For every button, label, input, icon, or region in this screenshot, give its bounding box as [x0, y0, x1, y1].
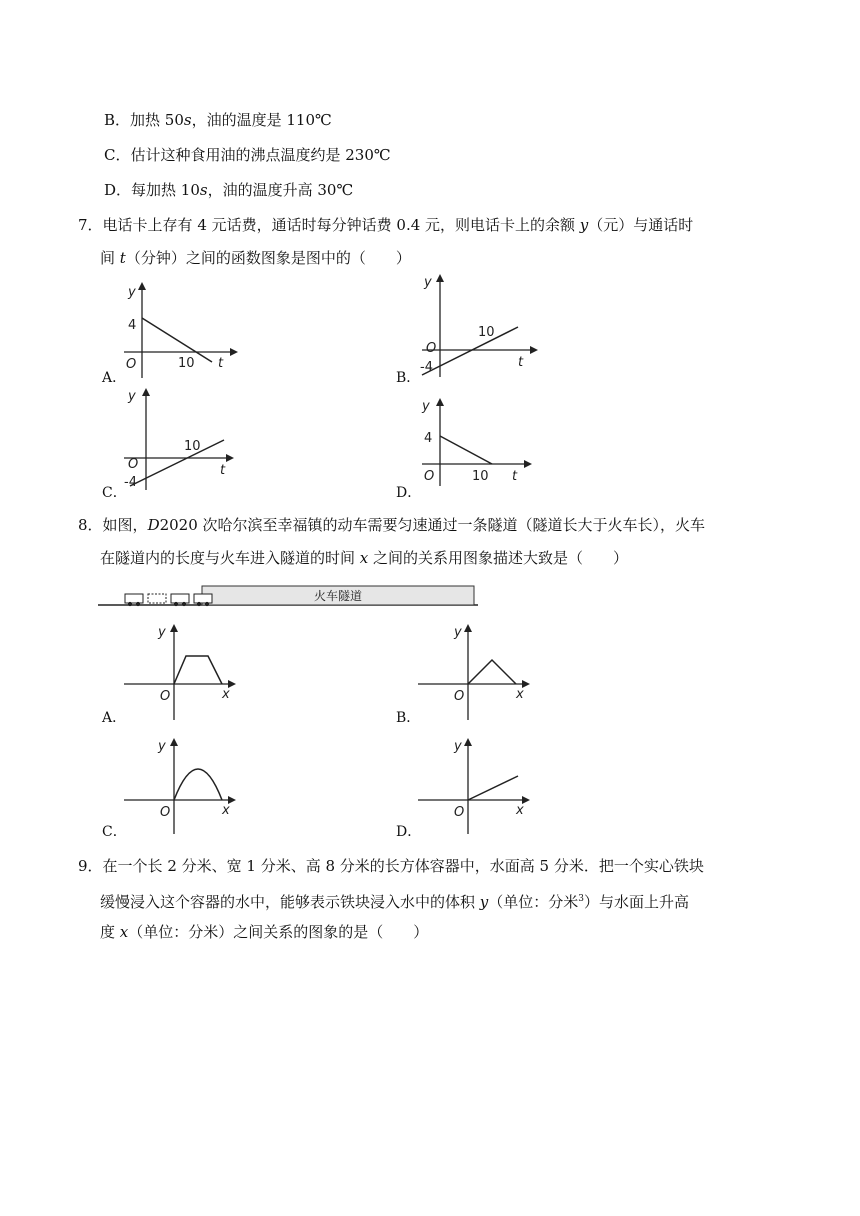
q6-option-b: B．加热 50s，油的温度是 110℃	[104, 111, 332, 129]
y-axis-label: y	[158, 625, 166, 640]
y-axis-label: y	[454, 625, 462, 640]
origin-label: O	[454, 689, 465, 704]
q8-label-d: D．	[396, 824, 422, 840]
y-axis-label: y	[128, 389, 136, 404]
tunnel-label: 火车隧道	[313, 589, 363, 603]
x-axis-label: t	[220, 463, 226, 478]
q7-graph-d	[418, 396, 538, 488]
q7-stem-line2: 间 t（分钟）之间的函数图象是图中的（ ）	[100, 249, 411, 267]
origin-label: O	[128, 457, 139, 472]
q9-stem-line3: 度 x（单位：分米）之间关系的图象的是（ ）	[100, 923, 429, 941]
q7-graph-b	[418, 272, 538, 382]
q6-option-d: D．每加热 10s，油的温度升高 30℃	[104, 181, 354, 199]
tick-4: 4	[424, 431, 433, 446]
q7-graph-a	[118, 282, 238, 382]
y-axis-label: y	[128, 285, 136, 300]
x-axis-label: t	[512, 469, 518, 484]
tick-neg-4: -4	[420, 360, 433, 375]
q7-label-a: A．	[102, 370, 127, 386]
tick-10: 10	[184, 439, 201, 454]
q6-option-c: C．估计这种食用油的沸点温度约是 230℃	[104, 146, 391, 164]
q7-a-line	[142, 318, 212, 362]
q8-c-arch	[174, 769, 222, 800]
x-axis-label: t	[218, 356, 224, 371]
x-axis-label: x	[516, 803, 524, 818]
q7-label-b: B．	[396, 370, 421, 386]
q8-graph-d	[418, 736, 534, 836]
q8-b-triangle	[468, 660, 516, 684]
q7-label-c: C．	[102, 485, 127, 501]
tunnel-figure	[98, 582, 478, 610]
x-axis-label: x	[516, 687, 524, 702]
q7-graph-c	[120, 386, 240, 492]
q8-graph-c	[124, 736, 240, 836]
tick-4: 4	[128, 318, 137, 333]
q7-stem-line1: 7．电话卡上存有 4 元话费，通话时每分钟话费 0.4 元，则电话卡上的余额 y（元）与通话时	[78, 216, 694, 234]
q9-stem-line2: 缓慢浸入这个容器的水中，能够表示铁块浸入水中的体积 y（单位：分米$^3$）与水面上升高	[100, 893, 690, 911]
tick-10: 10	[478, 325, 495, 340]
origin-label: O	[426, 341, 437, 356]
q7-d-line	[440, 436, 492, 464]
q8-label-a: A．	[102, 710, 127, 726]
q7-label-d: D．	[396, 485, 422, 501]
tick-10: 10	[178, 356, 195, 371]
q8-stem-line2: 在隧道内的长度与火车进入隧道的时间 x 之间的关系用图象描述大致是（ ）	[100, 549, 629, 567]
origin-label: O	[126, 357, 137, 372]
origin-label: O	[454, 805, 465, 820]
origin-label: O	[160, 689, 171, 704]
y-axis-label: y	[454, 739, 462, 754]
q8-label-c: C．	[102, 824, 127, 840]
q8-stem-line1: 8．如图，D2020 次哈尔滨至幸福镇的动车需要匀速通过一条隧道（隧道长大于火车长），火车	[78, 516, 706, 534]
x-axis-label: x	[222, 803, 230, 818]
origin-label: O	[424, 469, 435, 484]
q8-label-b: B．	[396, 710, 421, 726]
y-axis-label: y	[158, 739, 166, 754]
q9-stem-line1: 9．在一个长 2 分米、宽 1 分米、高 8 分米的长方体容器中，水面高 5 分米．把一个实心铁块	[78, 857, 704, 875]
x-axis-label: t	[518, 355, 524, 370]
origin-label: O	[160, 805, 171, 820]
y-axis-label: y	[422, 399, 430, 414]
train	[125, 594, 212, 606]
q8-graph-b	[418, 622, 534, 722]
q7-b-line	[422, 327, 518, 375]
q8-graph-a	[124, 622, 240, 722]
q8-d-ray	[468, 776, 518, 800]
y-axis-label: y	[424, 275, 432, 290]
tick-10: 10	[472, 469, 489, 484]
q7-c-line	[130, 440, 224, 486]
x-axis-label: x	[222, 687, 230, 702]
q8-a-trapezoid	[174, 656, 222, 684]
tick-neg-4: -4	[124, 475, 137, 490]
